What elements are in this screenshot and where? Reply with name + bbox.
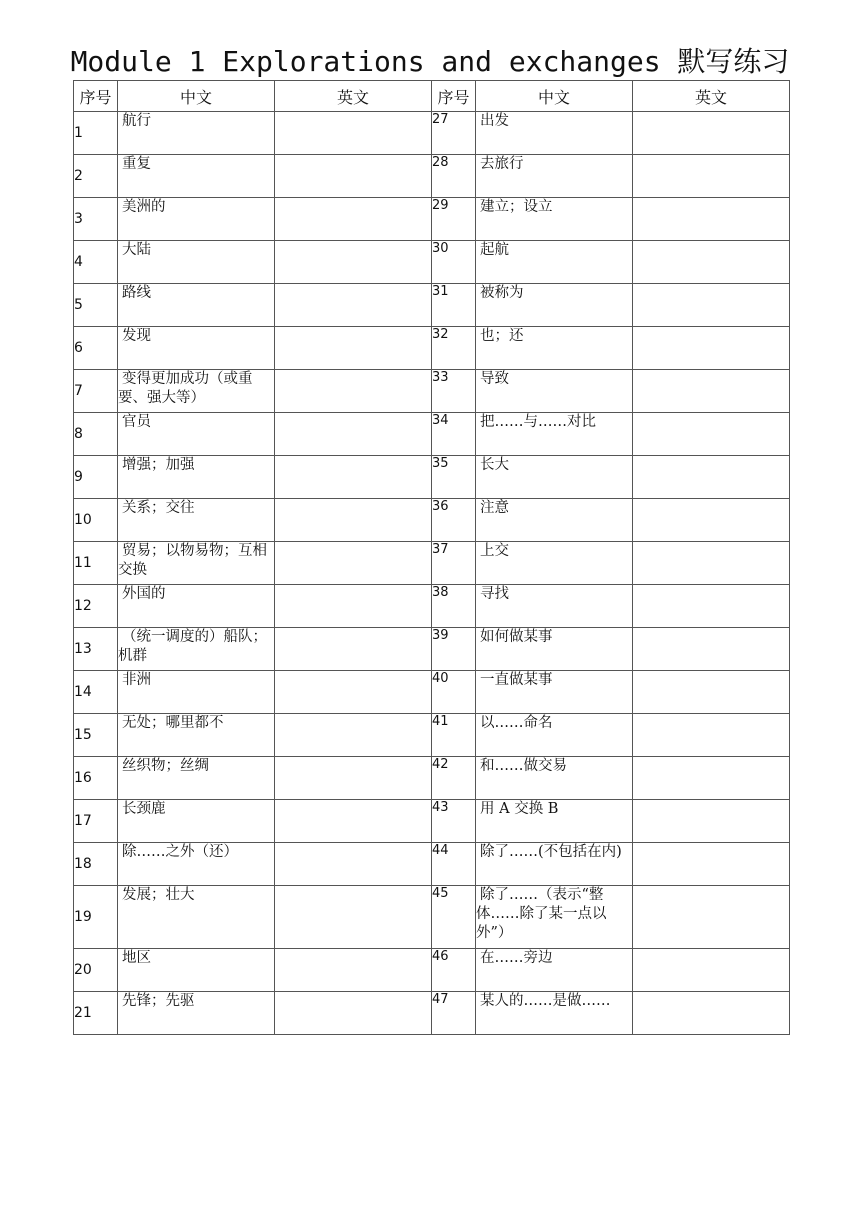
chinese-term: 上交 — [476, 542, 633, 585]
chinese-term: 如何做某事 — [476, 628, 633, 671]
english-answer-cell[interactable] — [633, 499, 790, 542]
table-row — [74, 757, 790, 800]
item-number: 5 — [74, 284, 118, 327]
table-row — [74, 886, 790, 949]
table-row — [74, 241, 790, 284]
header-english: 英文 — [633, 81, 790, 112]
item-number: 37 — [432, 542, 476, 585]
table-row — [74, 284, 790, 327]
chinese-term: 变得更加成功（或重要、强大等） — [118, 370, 275, 413]
header-row — [74, 81, 790, 112]
item-number: 44 — [432, 843, 476, 886]
table-row — [74, 499, 790, 542]
table-row — [74, 542, 790, 585]
chinese-term: （统一调度的）船队；机群 — [118, 628, 275, 671]
item-number: 15 — [74, 714, 118, 757]
item-number: 28 — [432, 155, 476, 198]
header-number: 序号 — [74, 81, 118, 112]
chinese-term: 先锋；先驱 — [118, 992, 275, 1035]
item-number: 42 — [432, 757, 476, 800]
english-answer-cell[interactable] — [275, 843, 432, 886]
table-row — [74, 155, 790, 198]
english-answer-cell[interactable] — [275, 155, 432, 198]
table-row — [74, 843, 790, 886]
english-answer-cell[interactable] — [275, 456, 432, 499]
item-number: 19 — [74, 886, 118, 949]
chinese-term: 发现 — [118, 327, 275, 370]
item-number: 31 — [432, 284, 476, 327]
english-answer-cell[interactable] — [633, 949, 790, 992]
english-answer-cell[interactable] — [275, 757, 432, 800]
english-answer-cell[interactable] — [275, 628, 432, 671]
item-number: 9 — [74, 456, 118, 499]
english-answer-cell[interactable] — [275, 284, 432, 327]
chinese-term: 出发 — [476, 112, 633, 155]
english-answer-cell[interactable] — [633, 241, 790, 284]
chinese-term: 起航 — [476, 241, 633, 284]
chinese-term: 和……做交易 — [476, 757, 633, 800]
english-answer-cell[interactable] — [275, 198, 432, 241]
table-row — [74, 800, 790, 843]
english-answer-cell[interactable] — [633, 370, 790, 413]
chinese-term: 长颈鹿 — [118, 800, 275, 843]
english-answer-cell[interactable] — [275, 800, 432, 843]
english-answer-cell[interactable] — [633, 714, 790, 757]
item-number: 47 — [432, 992, 476, 1035]
english-answer-cell[interactable] — [633, 542, 790, 585]
item-number: 35 — [432, 456, 476, 499]
chinese-term: 地区 — [118, 949, 275, 992]
chinese-term: 除了……（表示“整体……除了某一点以外”） — [476, 886, 633, 949]
item-number: 2 — [74, 155, 118, 198]
item-number: 46 — [432, 949, 476, 992]
item-number: 34 — [432, 413, 476, 456]
chinese-term: 无处；哪里都不 — [118, 714, 275, 757]
item-number: 6 — [74, 327, 118, 370]
chinese-term: 用 A 交换 B — [476, 800, 633, 843]
chinese-term: 丝织物；丝绸 — [118, 757, 275, 800]
chinese-term: 大陆 — [118, 241, 275, 284]
english-answer-cell[interactable] — [633, 112, 790, 155]
chinese-term: 美洲的 — [118, 198, 275, 241]
chinese-term: 去旅行 — [476, 155, 633, 198]
item-number: 38 — [432, 585, 476, 628]
english-answer-cell[interactable] — [633, 198, 790, 241]
chinese-term: 寻找 — [476, 585, 633, 628]
item-number: 3 — [74, 198, 118, 241]
item-number: 7 — [74, 370, 118, 413]
english-answer-cell[interactable] — [633, 585, 790, 628]
chinese-term: 关系；交往 — [118, 499, 275, 542]
english-answer-cell[interactable] — [275, 413, 432, 456]
table-row — [74, 992, 790, 1035]
english-answer-cell[interactable] — [275, 949, 432, 992]
page-title: Module 1 Explorations and exchanges 默写练习 — [70, 45, 790, 78]
english-answer-cell[interactable] — [633, 800, 790, 843]
item-number: 33 — [432, 370, 476, 413]
item-number: 30 — [432, 241, 476, 284]
dictation-table — [73, 80, 790, 1035]
english-answer-cell[interactable] — [633, 843, 790, 886]
table-row — [74, 456, 790, 499]
chinese-term: 官员 — [118, 413, 275, 456]
chinese-term: 增强；加强 — [118, 456, 275, 499]
english-answer-cell[interactable] — [275, 241, 432, 284]
chinese-term: 也；还 — [476, 327, 633, 370]
chinese-term: 非洲 — [118, 671, 275, 714]
english-answer-cell[interactable] — [275, 112, 432, 155]
item-number: 39 — [432, 628, 476, 671]
chinese-term: 航行 — [118, 112, 275, 155]
english-answer-cell[interactable] — [633, 628, 790, 671]
chinese-term: 贸易；以物易物；互相交换 — [118, 542, 275, 585]
english-answer-cell[interactable] — [633, 757, 790, 800]
chinese-term: 注意 — [476, 499, 633, 542]
chinese-term: 发展；壮大 — [118, 886, 275, 949]
item-number: 27 — [432, 112, 476, 155]
table-row — [74, 628, 790, 671]
english-answer-cell[interactable] — [633, 284, 790, 327]
table-row — [74, 198, 790, 241]
table-row — [74, 413, 790, 456]
item-number: 13 — [74, 628, 118, 671]
item-number: 4 — [74, 241, 118, 284]
table-row — [74, 370, 790, 413]
table-row — [74, 949, 790, 992]
table-row — [74, 327, 790, 370]
english-answer-cell[interactable] — [633, 992, 790, 1035]
item-number: 36 — [432, 499, 476, 542]
chinese-term: 以……命名 — [476, 714, 633, 757]
header-chinese: 中文 — [118, 81, 275, 112]
english-answer-cell[interactable] — [633, 413, 790, 456]
item-number: 16 — [74, 757, 118, 800]
item-number: 41 — [432, 714, 476, 757]
item-number: 14 — [74, 671, 118, 714]
chinese-term: 路线 — [118, 284, 275, 327]
item-number: 32 — [432, 327, 476, 370]
item-number: 18 — [74, 843, 118, 886]
header-number: 序号 — [432, 81, 476, 112]
table-row — [74, 714, 790, 757]
english-answer-cell[interactable] — [633, 327, 790, 370]
item-number: 21 — [74, 992, 118, 1035]
chinese-term: 在……旁边 — [476, 949, 633, 992]
chinese-term: 外国的 — [118, 585, 275, 628]
header-chinese: 中文 — [476, 81, 633, 112]
chinese-term: 除……之外（还） — [118, 843, 275, 886]
item-number: 29 — [432, 198, 476, 241]
chinese-term: 某人的……是做…… — [476, 992, 633, 1035]
english-answer-cell[interactable] — [275, 585, 432, 628]
english-answer-cell[interactable] — [275, 992, 432, 1035]
english-answer-cell[interactable] — [275, 542, 432, 585]
chinese-term: 长大 — [476, 456, 633, 499]
item-number: 12 — [74, 585, 118, 628]
item-number: 1 — [74, 112, 118, 155]
english-answer-cell[interactable] — [633, 456, 790, 499]
english-answer-cell[interactable] — [633, 671, 790, 714]
chinese-term: 除了……(不包括在内) — [476, 843, 633, 886]
item-number: 11 — [74, 542, 118, 585]
english-answer-cell[interactable] — [633, 886, 790, 949]
chinese-term: 把……与……对比 — [476, 413, 633, 456]
item-number: 40 — [432, 671, 476, 714]
english-answer-cell[interactable] — [633, 155, 790, 198]
chinese-term: 被称为 — [476, 284, 633, 327]
english-answer-cell[interactable] — [275, 671, 432, 714]
english-answer-cell[interactable] — [275, 499, 432, 542]
chinese-term: 一直做某事 — [476, 671, 633, 714]
table-row — [74, 112, 790, 155]
english-answer-cell[interactable] — [275, 886, 432, 949]
table-row — [74, 671, 790, 714]
chinese-term: 建立；设立 — [476, 198, 633, 241]
chinese-term: 导致 — [476, 370, 633, 413]
item-number: 10 — [74, 499, 118, 542]
item-number: 17 — [74, 800, 118, 843]
item-number: 45 — [432, 886, 476, 949]
english-answer-cell[interactable] — [275, 714, 432, 757]
header-english: 英文 — [275, 81, 432, 112]
chinese-term: 重复 — [118, 155, 275, 198]
item-number: 20 — [74, 949, 118, 992]
item-number: 43 — [432, 800, 476, 843]
english-answer-cell[interactable] — [275, 327, 432, 370]
item-number: 8 — [74, 413, 118, 456]
table-row — [74, 585, 790, 628]
english-answer-cell[interactable] — [275, 370, 432, 413]
